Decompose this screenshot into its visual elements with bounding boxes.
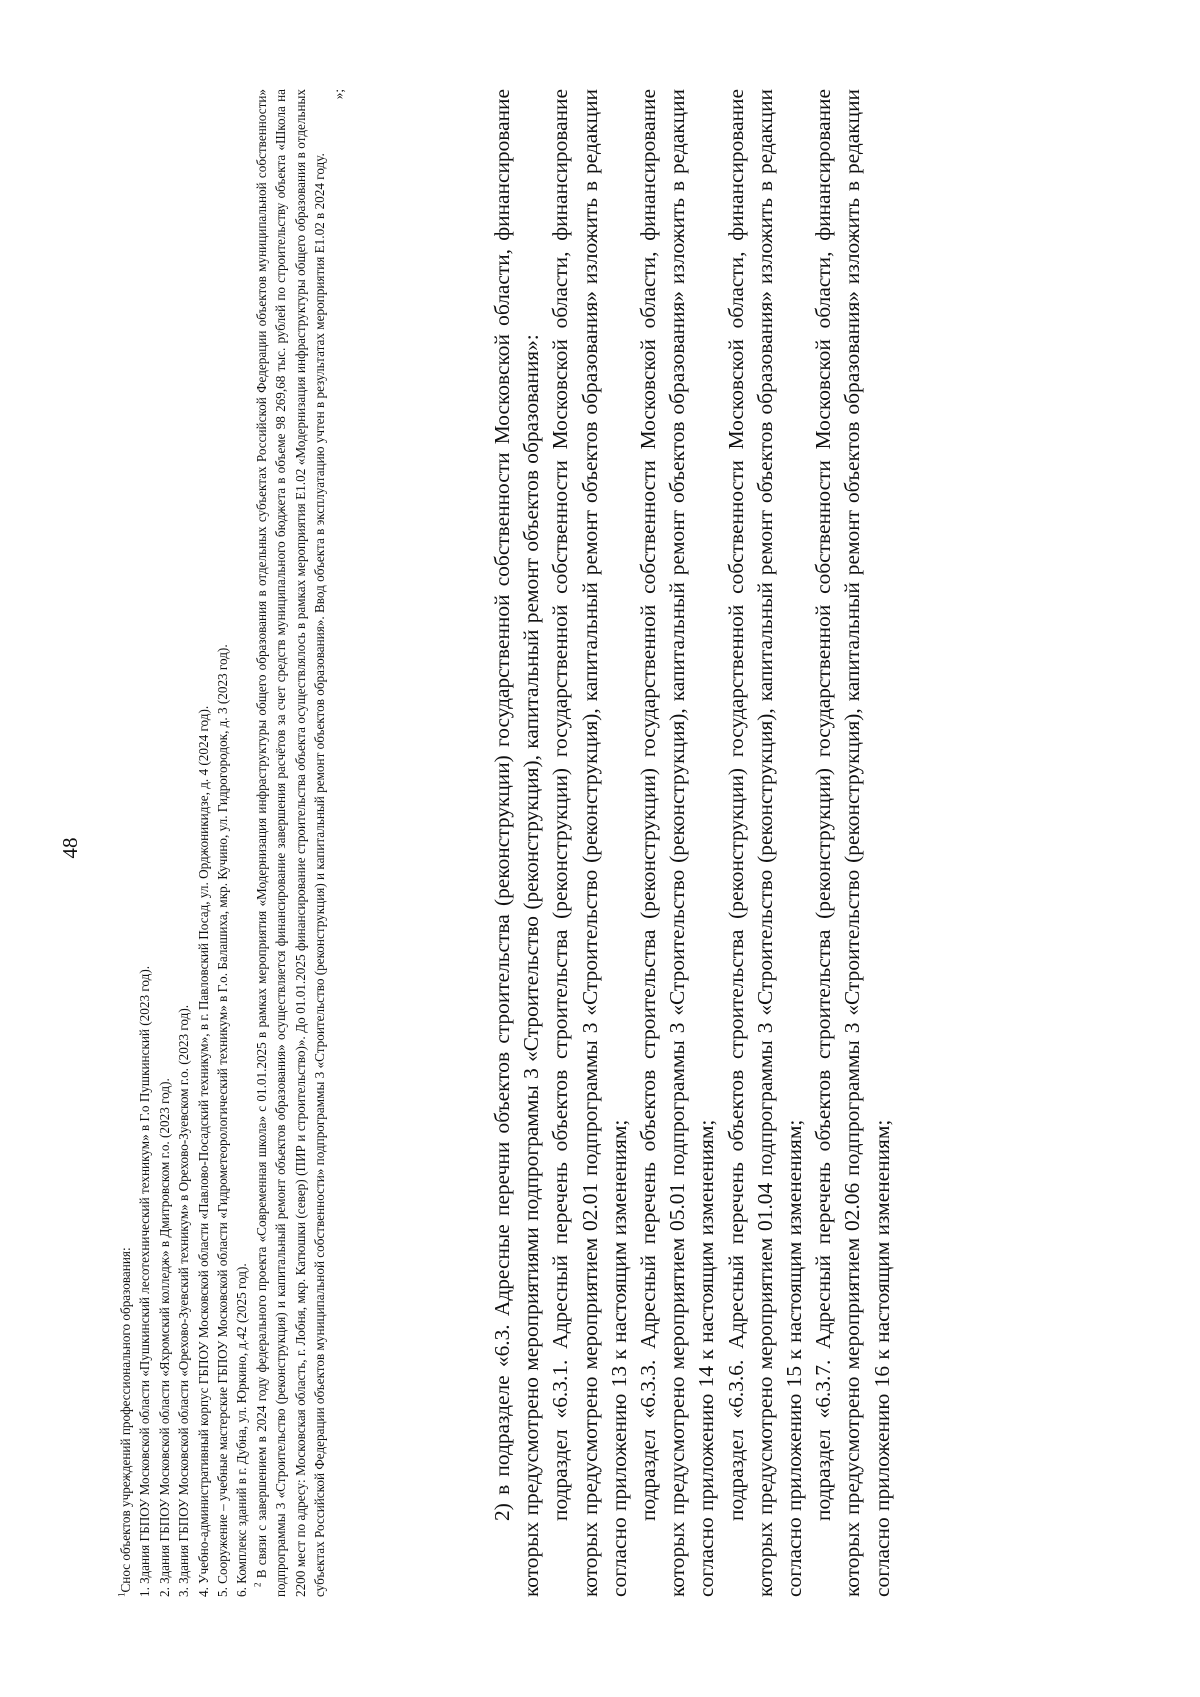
footnote-1-intro (116, 89, 135, 1597)
footnote-2-marker: 2 (252, 1582, 263, 1587)
footnote-1-item: 2. Здания ГБПОУ Московской области «Яхромский колледж» в Дмитровском г.о. (2023 год). (156, 1078, 172, 1597)
page-number: 48 (58, 837, 82, 859)
footnote-2 (252, 89, 330, 1597)
footnote-1-intro-text: Снос объектов учреждений профессионального образования: (118, 1247, 133, 1593)
footnote-1-item: 4. Учебно-административный корпус ГБПОУ Московской области «Павлово-Посадский техникум», в г. Павловский Посад, ул. Орджоникидзе, д. 4 (2024 год). (195, 705, 211, 1597)
footnote-1-item: 3. Здания ГБПОУ Московской области «Орехово-Зуевский техникум» в Орехово-Зуевском г.о. (2023 год). (176, 1004, 192, 1597)
body-paragraph: подраздел «6.3.7. Адресный перечень объектов строительства (реконструкции) государственной собственности Московской области, финансирование которых предусмотрено мероприятием 02.06 подпрограммы 3 «Строительство (реконструкция), капитальный ремонт объектов образования» изложить в редакции согласно приложению 16 к настоящим изменениям; (811, 89, 894, 1597)
document-body (488, 89, 897, 1597)
body-paragraph: подраздел «6.3.6. Адресный перечень объектов строительства (реконструкции) государственной собственности Московской области, финансирование которых предусмотрено мероприятием 01.04 подпрограммы 3 «Строительство (реконструкция), капитальный ремонт объектов образования» изложить в редакции согласно приложению 15 к настоящим изменениям; (723, 89, 807, 1597)
footnote-1-item: 5. Сооружение – учебные мастерские ГБПОУ Московской области «Гидрометеорологический техникум» в Г.о. Балашиха, мкр. Кучино, ул. Гидрогородок, д. 3 (2023 год). (215, 644, 231, 1597)
body-paragraph: подраздел «6.3.1. Адресный перечень объектов строительства (реконструкции) государственной собственности Московской области, финансирование которых предусмотрено мероприятием 02.01 подпрограммы 3 «Строительство (реконструкция), капитальный ремонт объектов образования» изложить в редакции согласно приложению 13 к настоящим изменениям; (548, 89, 631, 1597)
footnote-1-item: 1. Здания ГБПОУ Московской области «Пушкинский лесотехнический техникум» в Г.о Пушкинский (2023 год). (137, 965, 153, 1597)
body-paragraph: 2) в подразделе «6.3. Адресные перечни объектов строительства (реконструкции) государственной собственности Московской области, финансирование которых предусмотрено мероприятиями подпрограммы 3 «Строительство (реконструкция), капитальный ремонт объектов образования»: (490, 89, 544, 1597)
footnote-1-item: 6. Комплекс зданий в г. Дубна, ул. Юркино, д.42 (2025 год). (234, 1263, 250, 1597)
footnote-2-text: В связи с завершением в 2024 году федерального проекта «Современная школа» с 01.01.2025 в рамках мероприятия «Модернизация инфраструктуры общего образования в отдельных субъектах Российской Федерации объектов муниципальной собственности» подпрограммы 3 «Строительство (реконструкция) и капитальный ремонт объектов образования» осуществляется финансирование завершения расчётов за счет средств муниципального бюджета в объеме 98 269,68 тыс. рублей по строительству объекта «Школа на 2200 мест по адресу: Московская область, г. Лобня, мкр. Катюшки (север) (ПИР и строительство)». До 01.01.2025 финансирование строительства объекта осуществлялось в рамках мероприятия Е1.02 «Модернизация инфраструктуры общего образования в отдельных субъектах Российской Федерации объектов муниципальной собственности» подпрограммы 3 «Строительство (реконструкция) и капитальный ремонт объектов образования». Ввод объекта в эксплуатацию учтен в результатах мероприятия Е1.02 в 2024 году. (253, 89, 328, 1597)
footnotes (116, 89, 349, 1597)
document-page (0, 33, 1200, 1663)
footnote-closing-quote: »; (331, 89, 347, 100)
body-paragraph: подраздел «6.3.3. Адресный перечень объектов строительства (реконструкции) государственной собственности Московской области, финансирование которых предусмотрено мероприятием 05.01 подпрограммы 3 «Строительство (реконструкция), капитальный ремонт объектов образования» изложить в редакции согласно приложению 14 к настоящим изменениям; (636, 89, 719, 1597)
footnote-1-marker: 1 (116, 1592, 127, 1597)
